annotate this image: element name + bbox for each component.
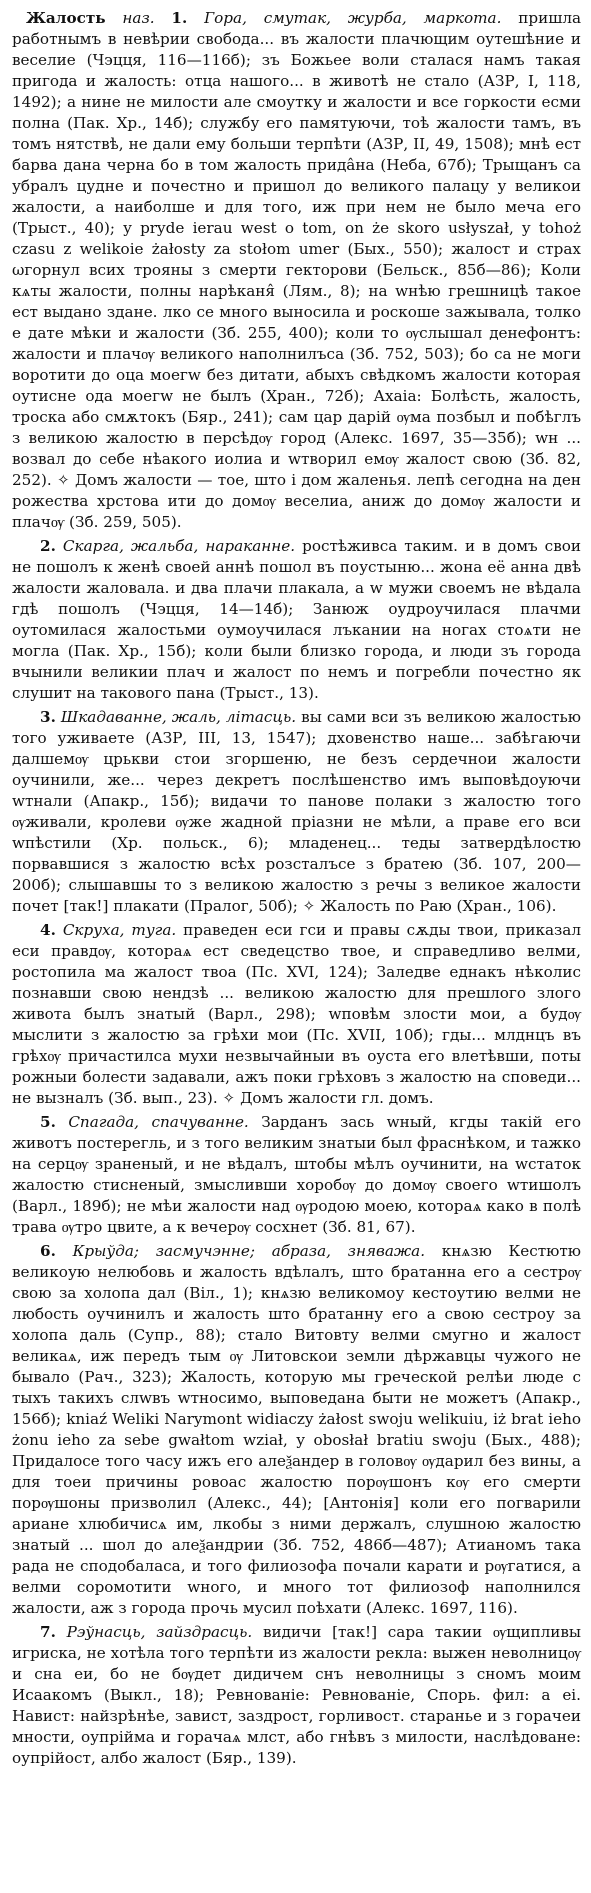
sense-2 xyxy=(12,536,581,704)
headword: Жалость xyxy=(26,9,106,27)
sense-citations: Зарданъ зась wный, кгды такій его животъ постерегль, и з того великим знатыи был фраснѣком, и тажко на серцѹ зраненый, и не вѣдалъ, штобы мѣлъ оучинити, на wстаток жалостю стисненый, змысливши хоробѹ до домѹ своего wтишолъ (Варл., 189б); не мѣи жалости над ѹродою моею, котораѧ како в полѣ трава ѹтро цвите, а к вечерѹ сосхнет (Зб. 81, 67). xyxy=(12,1113,582,1236)
sense-citations: кнѧзю Кестютю великоую нелюбовь и жалость вдѣлалъ, што братанна его а сестрѹ свою за холопа дал (Віл., 1); кнѧзю великомоу кестоутию велми не любость оучинилъ и жалость што братанну его а свою сестроу за холопа даль (Супр., 88); стало Витовту велми смугно и жалост великаѧ, иж передъ тым ѹ Литовскои земли дѣржавцы чужого не бывало (Рач., 323); Жалость, которую мы греческой релѣи люде с тыхъ такихъ слwвъ wтносимо, выповедана быти не можетъ (Апакр., 156б); kniaź Weliki Narymont widiaczy żałost swoju welikuiu, iż brat ieho żonu ieho za sebe gwałtom wział, y obosłał bratiu swoju (Бых., 488); Придалосе того часу ижъ его алеѯандер в головѹ ѹдарил без вины, а для тоеи причины ровоас жалостю порѹшонъ кѹ его смерти порѹшоны призволил (Алекс., 44); [Антонія] коли его погварили ариане хлюбичисѧ им, лкобы з ними держалъ, слушною жалостю знатый ... шол до алеѯандрии (Зб. 752, 486б—487); Атианомъ така рада не сподобаласа, и того филиозофа почали карати и рѹгатися, а велми соромотити wного, и много тот филиозоф наполнился жалости, аж з города прочь мусил поѣхати (Алекс. 1697, 116). xyxy=(12,1242,582,1617)
sense-gloss: Спагада, спачуванне. xyxy=(68,1113,249,1131)
sense-5 xyxy=(12,1112,581,1238)
sense-gloss: Крыўда; засмучэнне; абраза, зняважа. xyxy=(72,1242,426,1260)
sense-citations: пришла работнымъ в невѣрии свобода... въ жалости плачющим оутешѣние и веселие (Чэцця, 116—116б); зъ Божьее воли сталася намъ такая пригода и жалость: отца нашого... в животѣ не стало (АЗР, I, 118, 1492); а нине не милости але смоутку и жалости и все горкости есми полна (Пак. Хр., 14б); службу его памятуючи, тоѣ жалости тамъ, въ томъ нятствѣ, не дали ему больши терпѣти (АЗР, II, 49, 1508); мнѣ ест барва дана черна бо в том жалость прида̂на (Неба, 67б); Трыщанъ са убралъ цудне и почестно и пришол до великого палацу у великои жалости, а наиболше и для того, иж при нем не было меча его (Трыст., 40); y pryde ierau west o tom, on że skoro usłyszał, y tohoż czasu z welikoie żałosty za stołom umer (Бых., 550); жалост и страх ωгорнул всих трояны з смерти гекторови (Бельск., 85б—86); Коли кѧты жалости, полны нарѣканя̂ (Лям., 8); на wнѣю грешницѣ такое ест выдано здане. лко се много выносила и роскоше зажывала, толко е дате мѣки и жалости (Зб. 255, 400); коли то ѹслышал денефонтъ: жалости и плачѹ великого наполнилъса (Зб. 752, 503); бо са не моги воротити до оца моегw без дитати, абыхъ свѣдкомъ жалости которая оутисне ода моегw не былъ (Хран., 72б); Ахаіа: Болѣсть, жалость, троска або смѫтокъ (Бяр., 241); сам цар дарій ѹма позбыл и побѣглъ з великою жалостю в персѣдѹ город (Алекс. 1697, 35—35б); wн ... возвал до себе нѣакого иолиа и wтворил емѹ жалост свою (Зб. 82, 252). ✧ Домъ жалости — тое, што і дом жаленья. лепѣ сегодна на ден рожества хрстова ити до домѹ веселиа, аниж до домѹ жалости и плачѹ (Зб. 259, 505). xyxy=(12,9,582,531)
sense-6 xyxy=(12,1241,581,1619)
sense-gloss: Рэўнасць, зайздрасць. xyxy=(66,1623,253,1641)
sense-number: 7. xyxy=(40,1623,56,1641)
sense-citations: вы сами вси зъ великою жалостью того уживаете (АЗР, III, 13, 1547); дховенство наше... забѣгаючи далшемѹ црькви стои згоршеню, не безъ сердечнои жалости оучинили, же... через декретъ послѣшенство имъ выповѣдоуючи wтнали (Апакр., 15б); видачи то панове полаки з жалостю того ѹживали, кролеви ѹже жадной прiазни не мѣли, а праве его вси wпѣстили (Хр. польск., 6); младенец... теды затвердѣлостю порвавшися з жалостю всѣх розсталъсе з братею (Зб. 107, 200—200б); слышавшы то з великою жалостю з речы з великое жалости почет [так!] плакати (Пралог, 50б); ✧ Жалость по Раю (Хран., 106). xyxy=(12,708,582,915)
sense-number: 3. xyxy=(40,708,56,726)
sense-number: 2. xyxy=(40,537,56,555)
sense-citations: ростѣживса таким. и в домъ свои не пошолъ к женѣ своей аннѣ пошол въ поустыню... жона её анна двѣ жалости жаловала. и два плачи плакала, а w мужи своемъ не вѣдала гдѣ пошолъ (Чэцця, 14—14б); Занюж оудроучилаcя плачми оутомилаcя жалостьми оумоучилаcя лъкании на ногах стоѧти не могла (Пак. Хр., 15б); коли были близко города, и люди зъ города вчынили великии плач и жалост по немъ и погребли почестно як слушит на такового пана (Трыст., 13). xyxy=(12,537,582,702)
sense-citations: видичи [так!] сара такии ѹщипливы игриска, не хотѣла того терпѣти из жалости рекла: выжен неволницѹ и сна еи, бо не бѹдет дидичем снъ неволницы з сномъ моим Исаакомъ (Выкл., 18); Ревнованіе: Ревнованіе, Спорь. фил: а еі. Навист: найзрѣнѣе, завист, заздрост, горливост. старанье и з горачеи мности, оупрійма и горачаѧ млст, або гнѣвъ з милости, наслѣдоване: оупрійост, албо жалост (Бяр., 139). xyxy=(12,1623,581,1767)
sense-4 xyxy=(12,920,581,1109)
part-of-speech: наз. xyxy=(122,9,155,27)
sense-7 xyxy=(12,1622,581,1769)
sense-number: 5. xyxy=(40,1113,56,1131)
sense-gloss: Скарга, жальба, нараканне. xyxy=(62,537,296,555)
sense-gloss: Гора, смутак, журба, маркота. xyxy=(204,9,502,27)
sense-number: 4. xyxy=(40,921,56,939)
sense-citations: праведен еси гси и правы сѫды твои, приказал еси правдѹ, котораѧ ест сведецство твое, и справедливо велми, ростопила ма жалост твоа (Пс. XVI, 124); Заледве еднакъ нѣколис познавши свою нендзѣ ... великою жалостю для прешлого злого живота былъ знатый (Варл., 298); wповѣм злости мои, а будѹ мыслити з жалостю за грѣхи мои (Пс. XVII, 10б); гды... млднцъ въ грѣхѹ причастилса мухи незвычайныи въ оуста его влетѣвши, поты рожныи болести задавали, ажъ поки грѣховъ з жалостю на споведи... не вызналъ (Зб. вып., 23). ✧ Домъ жалости гл. домъ. xyxy=(12,921,581,1107)
sense-gloss: Скруха, туга. xyxy=(62,921,177,939)
sense-gloss: Шкадаванне, жаль, літасць. xyxy=(60,708,297,726)
sense-number: 6. xyxy=(40,1242,56,1260)
sense-number: 1. xyxy=(171,9,188,27)
sense-3 xyxy=(12,707,581,917)
sense-1 xyxy=(12,8,581,533)
